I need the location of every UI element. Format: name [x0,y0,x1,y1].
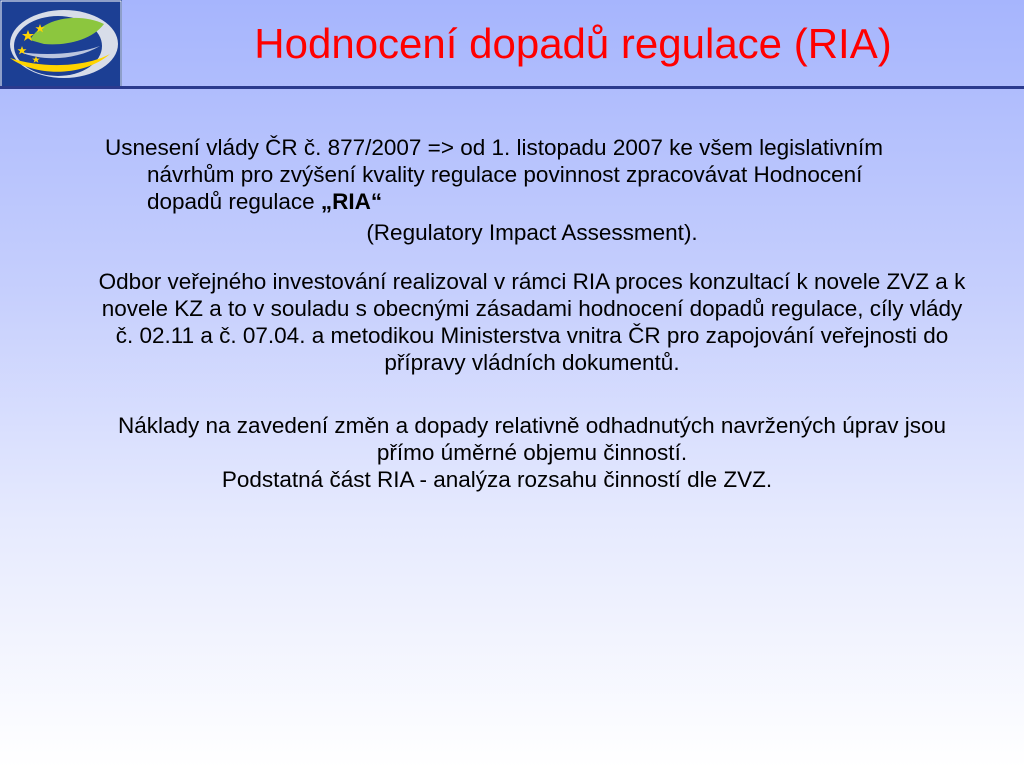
slide-body [95,134,969,493]
consultation-paragraph: Odbor veřejného investování realizoval v rámci RIA proces konzultací k novele ZVZ a k novele KZ a to v souladu s obecnými zásadami hodnocení dopadů regulace, cíly vlády č. 02.11 a č. 07.04. a metodikou Ministerstva vnitra ČR pro zapojování veřejnosti do přípravy vládních dokumentů. [98,269,966,375]
eu-stars-logo-icon [0,0,122,88]
page-title: Hodnocení dopadů regulace (RIA) [254,20,892,67]
resolution-text: Usnesení vlády ČR č. 877/2007 => od 1. listopadu 2007 ke všem legislativním návrhům pro zvýšení kvality regulace povinnost zpracovávat Hodnocení dopadů regulace [105,135,883,214]
ria-analysis-line: Podstatná část RIA - analýza rozsahu činností dle ZVZ. [221,467,773,492]
resolution-paragraph [95,134,969,215]
costs-paragraph: Náklady na zavedení změn a dopady relativně odhadnutých navržených úprav jsou přímo úměrné objemu činností. [117,413,947,465]
logo [0,0,122,88]
ria-expansion: (Regulatory Impact Assessment). [366,220,698,245]
header-divider [0,86,1024,89]
ria-term: „RIA“ [320,189,383,214]
